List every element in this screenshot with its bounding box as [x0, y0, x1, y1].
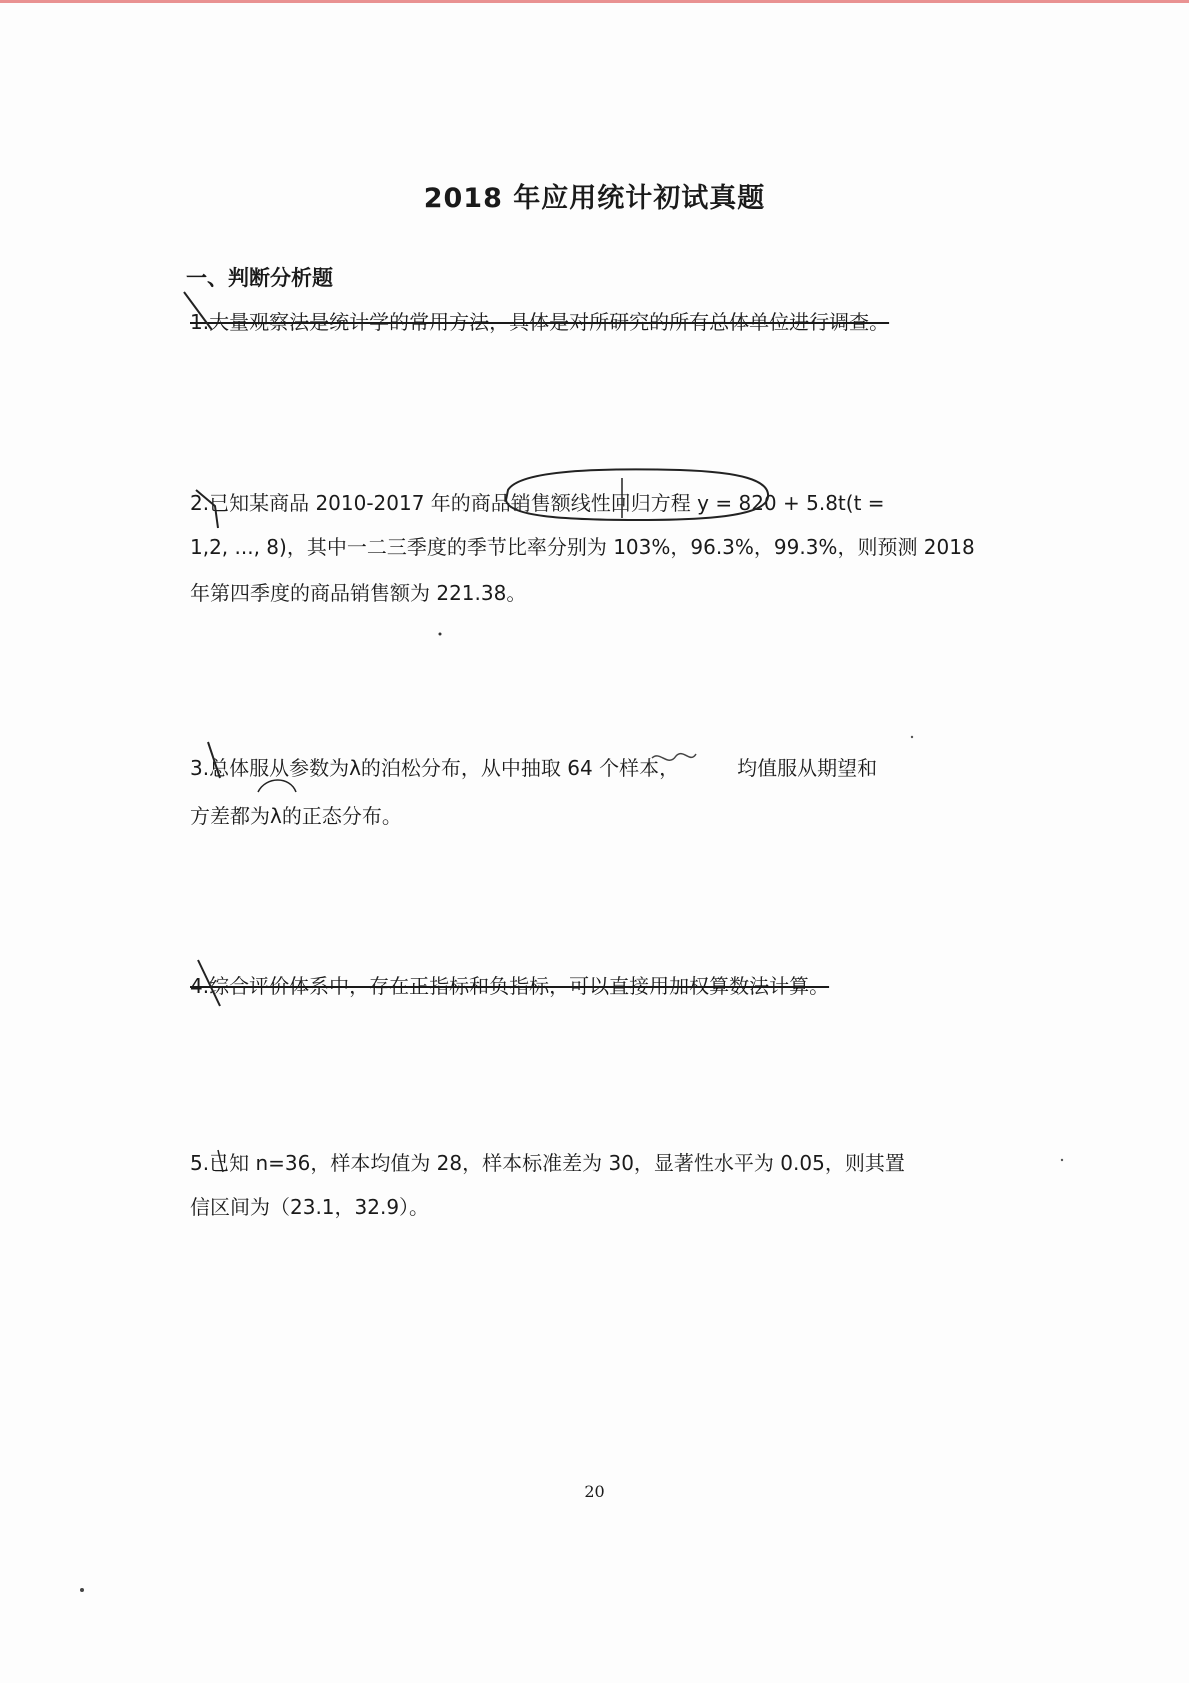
question-5-line-2: 信区间为（23.1，32.9）。: [190, 1195, 430, 1219]
question-3-line-2: 方差都为λ的正态分布。: [190, 804, 402, 828]
speck-2: [911, 736, 913, 738]
question-3-line-1: [190, 752, 877, 781]
speck-3: [1061, 1159, 1063, 1161]
page-number: 20: [584, 1482, 605, 1501]
speck-4: [80, 1588, 84, 1592]
question-4: 4.综合评价体系中，存在正指标和负指标，可以直接用加权算数法计算。: [190, 974, 830, 998]
question-2-line-2: 1,2, ..., 8)，其中一二三季度的季节比率分别为 103%，96.3%，99.3%，则预测 2018: [190, 535, 975, 559]
speck-1: [439, 633, 442, 636]
question-1: 1.大量观察法是统计学的常用方法，具体是对所研究的所有总体单位进行调查。: [190, 310, 890, 334]
question-3-text-a: 3.总体服从参数为λ的泊松分布，从中抽取 64 个样本，: [190, 756, 680, 780]
question-2-line-3: 年第四季度的商品销售额为 221.38。: [190, 581, 527, 605]
question-2-line-1: 2.已知某商品 2010-2017 年的商品销售额线性回归方程 y = 820 + 5.8t(t =: [190, 491, 885, 515]
scan-edge: [0, 0, 1189, 3]
section-heading: 一、判断分析题: [186, 266, 333, 290]
page-title: 2018 年应用统计初试真题: [423, 183, 766, 214]
question-3-text-b: 均值服从期望和: [737, 756, 878, 780]
question-5-line-1: 5.已知 n=36，样本均值为 28，样本标准差为 30，显著性水平为 0.05，则其置: [190, 1151, 905, 1175]
arc-mark-q3: [258, 780, 296, 792]
